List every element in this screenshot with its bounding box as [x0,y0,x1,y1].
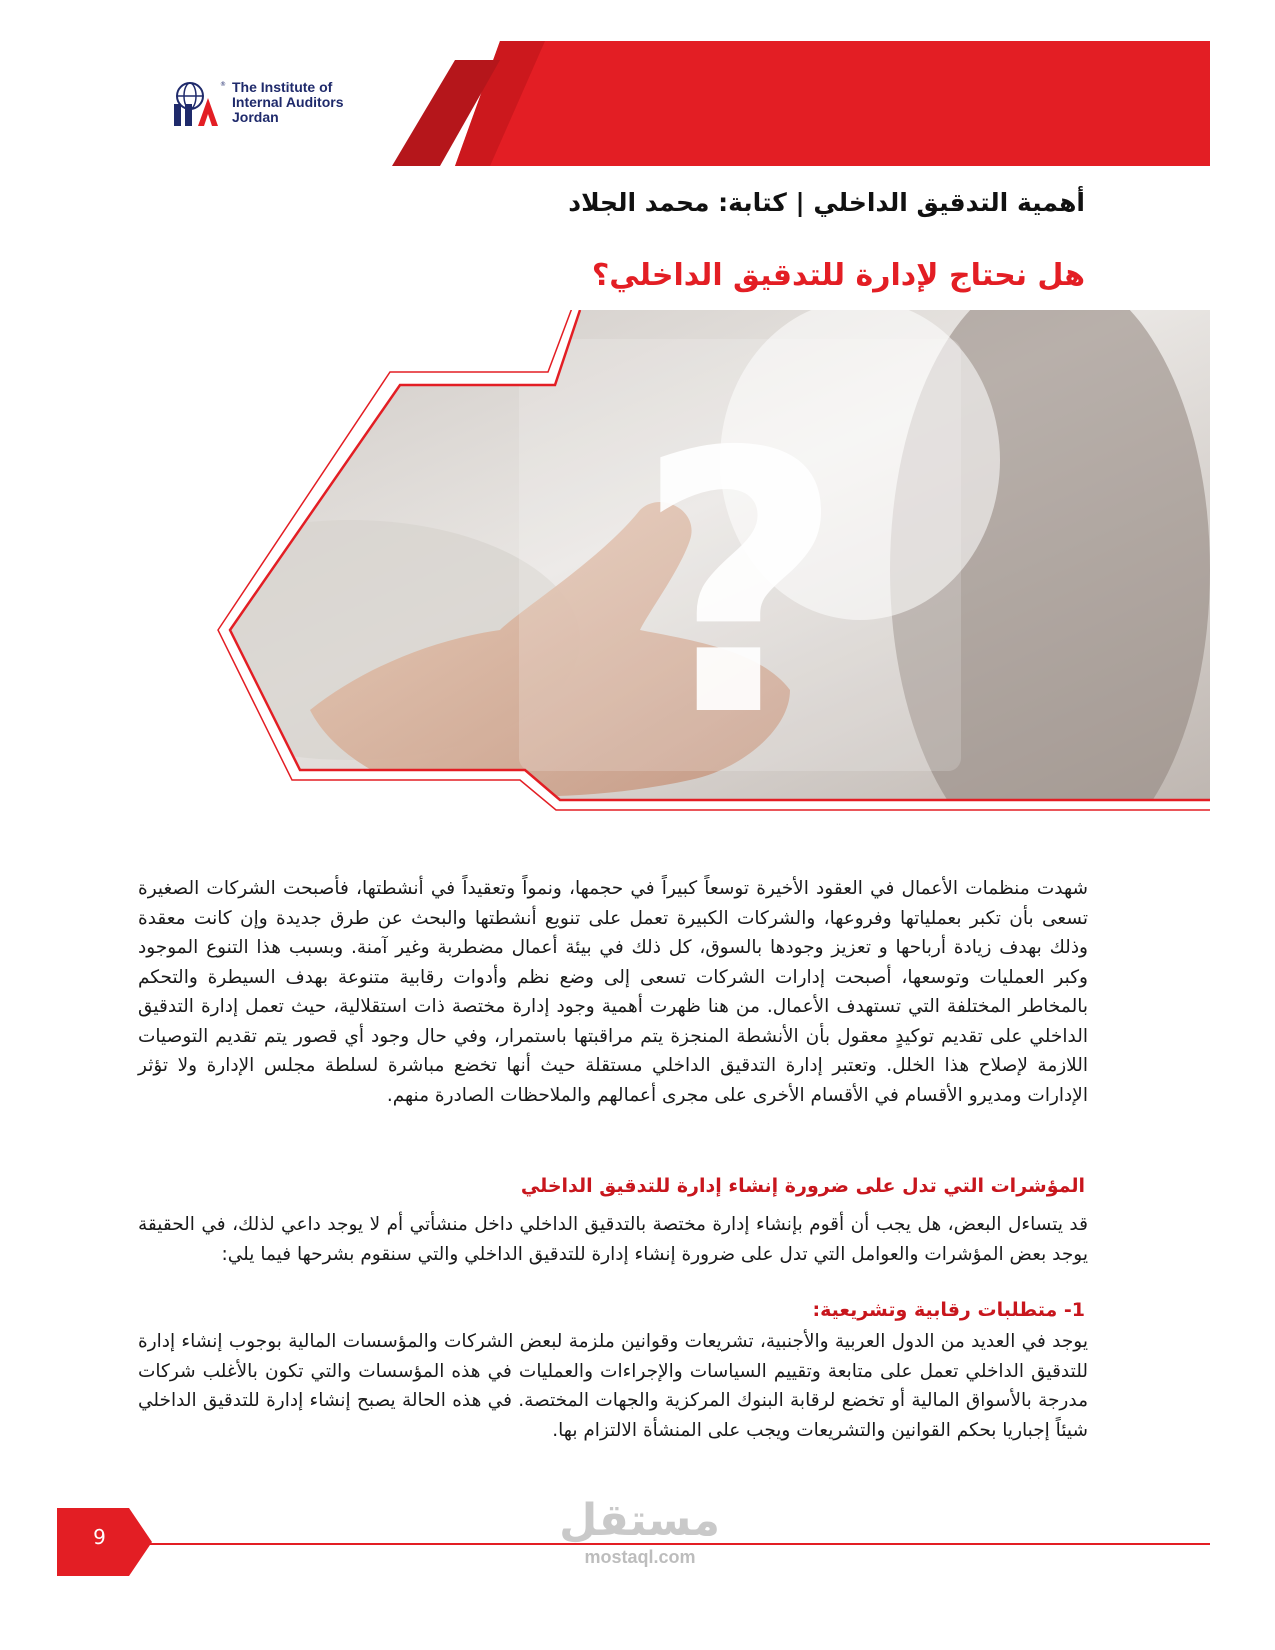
regulatory-paragraph: يوجد في العديد من الدول العربية والأجنبية، تشريعات وقوانين ملزمة لبعض الشركات والمؤسسات المالية بوجوب إنشاء إدارة للتدقيق الداخلي تعمل على متابعة وتقييم السياسات والإجراءات والعمليات في هذه المؤسسات والتي تكون بالأغلب شركات مدرجة بالأسواق المالية أو تخضع لرقابة البنوك المركزية والجهات المختصة. في هذه الحالة يصبح إنشاء إدارة للتدقيق الداخلي شيئاً إجباريا بحكم القوانين والتشريعات ويجب على المنشأة الالتزام بها. [138,1331,1088,1441]
intro-paragraph: شهدت منظمات الأعمال في العقود الأخيرة توسعاً كبيراً في حجمها، ونمواً وتعقيداً في أنشطتها، فأصبحت الشركات الصغيرة تسعى بأن تكبر بعملياتها وفروعها، والشركات الكبيرة تعمل على تنويع أنشطتها والبحث عن طرق جديدة وإن كانت معقدة وذلك بهدف زيادة أرباحها و تعزيز وجودها بالسوق، كل ذلك في بيئة أعمال مضطربة وغير آمنة. وبسبب هذا التنوع الموجود وكبر العمليات وتوسعها، أصبحت إدارات الشركات تسعى إلى وضع نظم وأدوات رقابية متنوعة بهدف السيطرة والتحكم بالمخاطر المختلفة التي تستهدف الأعمال. من هنا ظهرت أهمية وجود إدارة مختصة ذات استقلالية، حيث تعمل إدارة التدقيق الداخلي على تقديم توكيدٍ معقول بأن الأنشطة المنجزة يتم مراقبتها باستمرار، وفي حال وجود أي قصور يتم تقديم التوصيات اللازمة لإصلاح هذا الخلل. وتعتبر إدارة التدقيق الداخلي مستقلة حيث أنها تخضع مباشرة لسلطة مجلس الإدارة ولا تؤثر الإدارات ومديرو الأقسام في الأقسام الأخرى على مجرى أعمالهم والملاحظات الصادرة منهم. [138,878,1088,1106]
banner-red-band [455,41,1210,166]
page-title: أهمية التدقيق الداخلي | كتابة: محمد الجلاد [568,188,1085,217]
logo-line-2: Internal Auditors [232,93,344,110]
mostaql-watermark [560,1495,720,1568]
iia-logo [168,74,344,130]
watermark-logo: مستقل [559,1495,720,1546]
indicators-paragraph: قد يتساءل البعض، هل يجب أن أقوم بإنشاء إدارة مختصة بالتدقيق الداخلي داخل منشأتي أم لا يوجد داعي لذلك، في الحقيقة يوجد بعض المؤشرات والعوامل التي تدل على ضرورة إنشاء إدارة للتدقيق الداخلي والتي سنقوم بشرحها فيما يلي: [138,1214,1088,1265]
question-mark-symbol: ? [635,376,845,795]
watermark-url: mostaql.com [584,1547,696,1567]
hero-image [0,310,1275,870]
page-number: 9 [93,1525,106,1549]
svg-text:®: ® [220,81,226,88]
logo-line-1: The Institute of [232,78,333,95]
regulatory-requirements-heading: 1- متطلبات رقابية وتشريعية: [812,1299,1085,1321]
logo-line-3: Jordan [232,108,279,125]
iia-logo-mark [168,74,226,130]
iia-logo-text [232,80,344,125]
indicators-subheading: المؤشرات التي تدل على ضرورة إنشاء إدارة للتدقيق الداخلي [520,1175,1085,1197]
question-heading: هل نحتاج لإدارة للتدقيق الداخلي؟ [591,258,1085,293]
